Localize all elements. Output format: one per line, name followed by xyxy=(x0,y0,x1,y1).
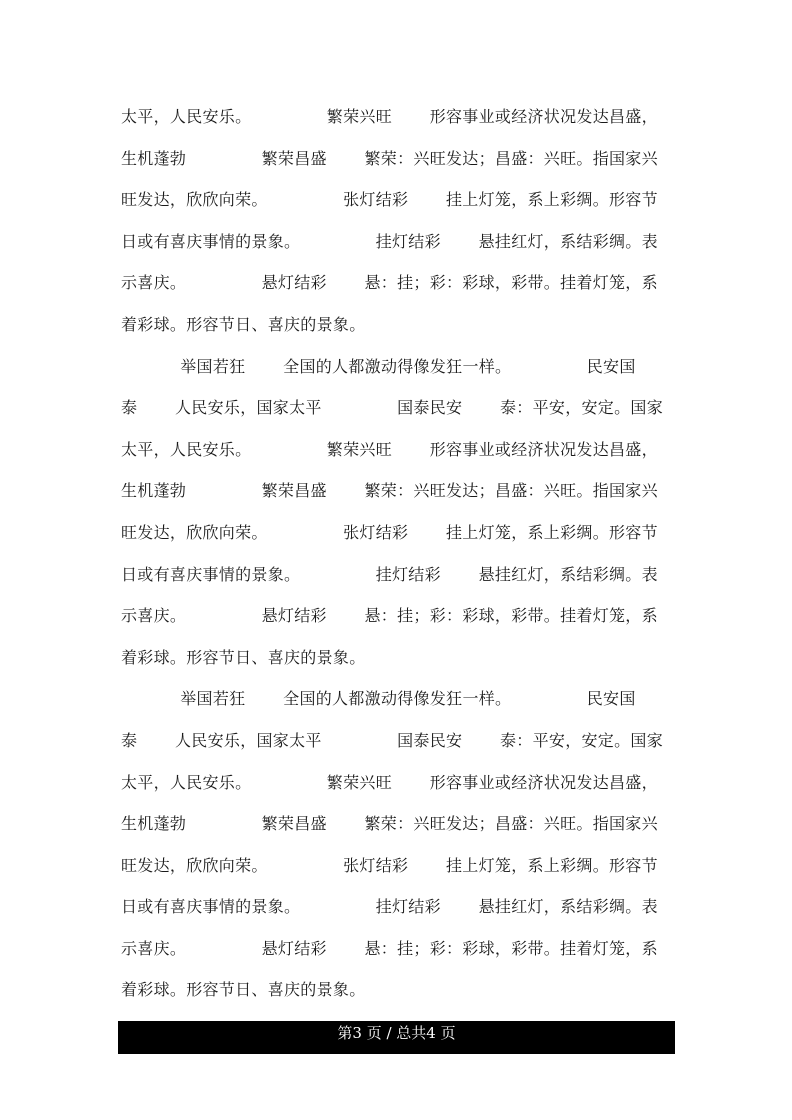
page-number: 第3 页 / 总共4 页 xyxy=(337,1024,456,1042)
text-line: 举国若狂 全国的人都激动得像发狂一样。 民安国 xyxy=(121,689,636,709)
text-line: 太平，人民安乐。 繁荣兴旺 形容事业或经济状况发达昌盛， xyxy=(121,772,658,792)
text-line: 旺发达，欣欣向荣。 张灯结彩 挂上灯笼，系上彩绸。形容节 xyxy=(121,855,658,875)
text-line: 生机蓬勃 繁荣昌盛 繁荣：兴旺发达；昌盛：兴旺。指国家兴 xyxy=(121,148,658,168)
text-line: 泰 人民安乐，国家太平 国泰民安 泰：平安，安定。国家 xyxy=(121,398,664,418)
text-line: 旺发达，欣欣向荣。 张灯结彩 挂上灯笼，系上彩绸。形容节 xyxy=(121,522,658,542)
text-line: 日或有喜庆事情的景象。 挂灯结彩 悬挂红灯，系结彩绸。表 xyxy=(121,564,658,584)
text-line: 举国若狂 全国的人都激动得像发狂一样。 民安国 xyxy=(121,356,636,376)
text-line: 着彩球。形容节日、喜庆的景象。 xyxy=(121,980,366,1000)
text-line: 示喜庆。 悬灯结彩 悬：挂；彩：彩球，彩带。挂着灯笼，系 xyxy=(121,938,658,958)
text-line: 着彩球。形容节日、喜庆的景象。 xyxy=(121,647,366,667)
page-footer xyxy=(118,1021,675,1054)
text-line: 日或有喜庆事情的景象。 挂灯结彩 悬挂红灯，系结彩绸。表 xyxy=(121,897,658,917)
body-text xyxy=(121,96,673,1011)
text-line: 太平，人民安乐。 繁荣兴旺 形容事业或经济状况发达昌盛， xyxy=(121,439,658,459)
text-line: 泰 人民安乐，国家太平 国泰民安 泰：平安，安定。国家 xyxy=(121,730,664,750)
text-line: 生机蓬勃 繁荣昌盛 繁荣：兴旺发达；昌盛：兴旺。指国家兴 xyxy=(121,814,658,834)
text-line: 旺发达，欣欣向荣。 张灯结彩 挂上灯笼，系上彩绸。形容节 xyxy=(121,190,658,210)
text-line: 太平，人民安乐。 繁荣兴旺 形容事业或经济状况发达昌盛， xyxy=(121,107,658,126)
text-line: 示喜庆。 悬灯结彩 悬：挂；彩：彩球，彩带。挂着灯笼，系 xyxy=(121,606,658,626)
text-line: 生机蓬勃 繁荣昌盛 繁荣：兴旺发达；昌盛：兴旺。指国家兴 xyxy=(121,481,658,501)
text-line: 日或有喜庆事情的景象。 挂灯结彩 悬挂红灯，系结彩绸。表 xyxy=(121,231,658,251)
text-line: 着彩球。形容节日、喜庆的景象。 xyxy=(121,314,366,334)
text-line: 示喜庆。 悬灯结彩 悬：挂；彩：彩球，彩带。挂着灯笼，系 xyxy=(121,273,658,293)
